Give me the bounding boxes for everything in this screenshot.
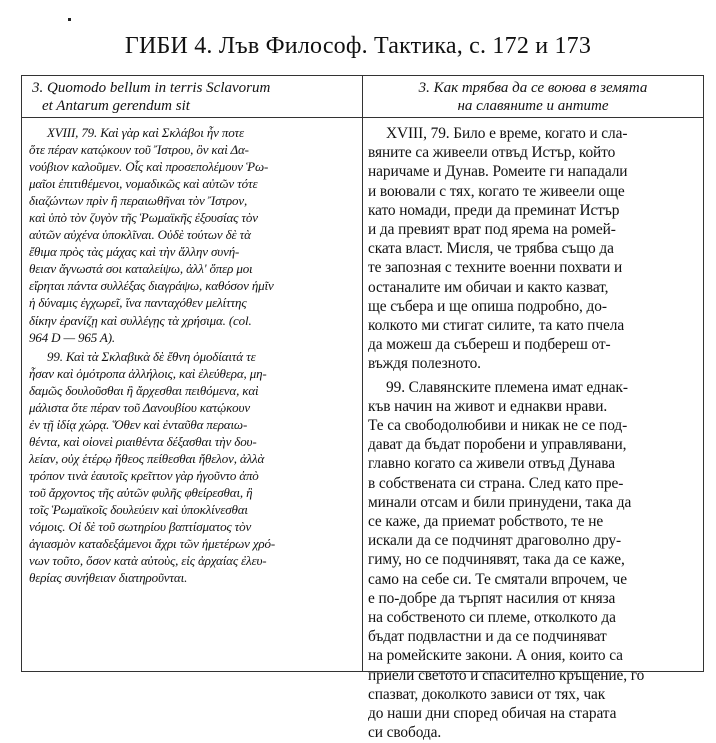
greek-text-line: τοῖς Ῥωμαϊκοῖς δουλεύειν καὶ ὑποκλίνεσθαι — [29, 502, 248, 518]
greek-text-line: ἦσαν καὶ ὁμότροπα ἀλλήλοις, καὶ ἐλεύθερα, μη- — [29, 365, 267, 381]
greek-text-line: θειαν ἄγνωστά σοι καταλείψω, ἀλλ' ὅπερ μοι — [29, 261, 253, 277]
greek-text-line: ἔθιμα πρὸς τὰς μάχας καὶ τὴν ἄλλην συνή- — [29, 244, 240, 260]
right-heading-line: 3. Как трябва да се воюва в земята — [418, 80, 648, 96]
bulgarian-text-line: наричаме и Дунав. Ромеите ги нападали — [368, 163, 628, 181]
greek-text-line: ὅτε πέραν κατῴκουν τοῦ Ἴστρου, ὃν καὶ Δα- — [29, 142, 249, 158]
bulgarian-text-line: и да превият врат под ярема на ромей- — [368, 221, 616, 239]
bulgarian-text-line: къв начин на живот и еднакви нрави. — [368, 397, 608, 415]
bulgarian-text-line: си свобода. — [368, 724, 442, 742]
bulgarian-text-line: XVIII, 79. Било е време, когато и сла- — [386, 125, 628, 142]
bulgarian-text-line: и воювали с тях, когато те живеели още — [368, 182, 625, 200]
greek-text-line: διαζώντων πρὶν ἢ περαιωθῆναι τὸν Ἴστρον, — [29, 193, 248, 209]
greek-text-line: 99. Καὶ τὰ Σκλαβικὰ δὲ ἔθνη ὁμοδίαιτά τε — [47, 348, 256, 364]
bulgarian-text-line: останалите им обичаи и както казват, — [368, 278, 609, 296]
bulgarian-text-line: въждя полезното. — [368, 355, 481, 373]
bulgarian-text-line: да можеш да събереш и подбереш от- — [368, 336, 611, 354]
bulgarian-text-line: главно когато са живели отвъд Дунава — [368, 455, 615, 473]
bulgarian-text-line: 99. Славянските племена имат еднак- — [386, 378, 628, 396]
heading-divider — [21, 117, 704, 118]
greek-text-line: ἐν τῇ ἰδίᾳ χώρᾳ. Ὅθεν καὶ ἐνταῦθα περαιω- — [29, 416, 248, 432]
greek-text-line: τοῦ ἄρχοντος τῆς αὐτῶν φυλῆς φθείρεσθαι, ἢ — [29, 484, 253, 500]
greek-text-line: θέντα, καὶ οἱονεὶ ριαιθέντα δέξασθαι τὴν δου- — [29, 433, 257, 449]
bulgarian-text-line: искали да се подчинят драговолно дру- — [368, 532, 621, 550]
greek-text-line: λείαν, οὐχ ἑτέρῳ ἤθεος πείθεσθαι ἤθελον, ἀλλὰ — [29, 450, 265, 466]
bulgarian-text-line: колкото ми стигат силите, та като пчела — [368, 317, 625, 335]
greek-text-line: δίκην ἐρανίζῃ καὶ συλλέγῃς τὰ χρήσιμα. (col. — [29, 312, 252, 328]
page-title: ГИБИ 4. Лъв Философ. Тактика, с. 172 и 173 — [124, 33, 592, 59]
greek-text-line: θερίας συνήθειαν διατηροῦνται. — [29, 570, 188, 586]
left-heading-line: et Antarum gerendum sit — [42, 98, 190, 114]
bulgarian-text-line: те запозная с техните военни похвати и — [368, 259, 623, 277]
greek-text-line: XVIII, 79. Καὶ γὰρ καὶ Σκλάβοι ἦν ποτε — [47, 125, 245, 140]
greek-text-line: εἴρηται πάντα συλλέξας διαγράψω, καθόσον ἡμῖν — [29, 278, 274, 294]
bulgarian-text-line: минали отсам и били принудени, така да — [368, 493, 632, 511]
greek-text-column — [29, 124, 359, 586]
greek-text-line: 964 D — 965 A). — [29, 329, 115, 345]
bulgarian-text-column — [368, 124, 698, 743]
bulgarian-text-line: Те са свободолюбиви и никак не се под- — [368, 417, 628, 435]
column-divider — [362, 75, 363, 672]
bulgarian-text-line: бъдат подвластни и да се подчиняват — [368, 628, 607, 646]
bulgarian-text-line: вяните са живеели отвъд Истър, който — [368, 144, 616, 162]
greek-text-line: τρόπον τινὰ ἑαυτοῖς κρεῖττον γὰρ ἡγοῦντο ἀπὸ — [29, 467, 259, 483]
bulgarian-text-line: до наши дни според обичая на старата — [368, 705, 617, 723]
greek-text-line: νόμοις. Οἱ δὲ τοῦ σωτηρίου βαπτίσματος τὸν — [29, 519, 252, 535]
greek-text-line: καὶ ὑπὸ τὸν ζυγὸν τῆς Ῥωμαϊκῆς ἐξουσίας τὸν — [29, 210, 258, 226]
greek-text-line: δαμῶς δουλοῦσθαι ἢ ἄρχεσθαι πειθόμενα, καὶ — [29, 382, 259, 398]
right-heading-line: на славяните и антите — [457, 98, 609, 114]
left-heading-line: 3. Quomodo bellum in terris Sclavorum — [32, 80, 271, 96]
bulgarian-text-line: спазват, доколкото зависи от тях, чак — [368, 685, 606, 703]
greek-text-line: νων τοῦτο, ὅσον κατὰ αὐτοὺς, εἰς ἀρχαίας ἐλευ- — [29, 553, 267, 569]
bulgarian-text-line: се каже, да приемат робството, те не — [368, 513, 604, 531]
bulgarian-text-line: дават да бъдат поробени и управлявани, — [368, 436, 627, 454]
bulgarian-text-line: на собственото си племе, отколкото да — [368, 609, 616, 627]
bulgarian-text-line: като номади, преди да преминат Истър — [368, 201, 620, 219]
bulgarian-text-line: на ромейските закони. А ония, които са — [368, 647, 623, 665]
greek-text-line: ἡ δύναμις ἐγχωρεῖ, ἵνα πανταχόθεν μελίττης — [29, 295, 247, 311]
greek-text-line: νούβιον καλοῦμεν. Οἷς καὶ προσεπολέμουν Ῥω- — [29, 159, 269, 175]
greek-text-line: αὐτῶν αὐχένα ὑποκλῖναι. Οὐδὲ τούτων δὲ τὰ — [29, 227, 251, 243]
bulgarian-text-line: приели светото и спасително кръщение, го — [368, 666, 645, 684]
greek-text-line: ἁγιασμὸν καταδεξάμενοι ἄχρι τῶν ἡμετέρων χρό- — [29, 536, 276, 552]
scan-speck — [68, 18, 71, 21]
bulgarian-text-line: ще събера и ще опиша подробно, до- — [368, 297, 607, 315]
right-column-heading — [368, 79, 698, 115]
bulgarian-text-line: само на себе си. Те смятали впрочем, че — [368, 570, 627, 588]
greek-text-line: μαῖοι ἐπιτιθέμενοι, νομαδικῶς καὶ αὐτῶν τότε — [29, 176, 258, 192]
bulgarian-text-line: ската власт. Мисля, че трябва също да — [368, 240, 614, 258]
bulgarian-text-line: е по-добре да търпят насилия от княза — [368, 589, 616, 607]
left-column-heading — [32, 79, 357, 115]
bulgarian-text-line: гиму, но се подчинявят, така да се каже, — [368, 551, 625, 569]
bulgarian-text-line: в собствената си страна. След като пре- — [368, 474, 624, 492]
greek-text-line: μάλιστα ὅτε πέραν τοῦ Δανουβίου κατῴκουν — [29, 399, 250, 415]
